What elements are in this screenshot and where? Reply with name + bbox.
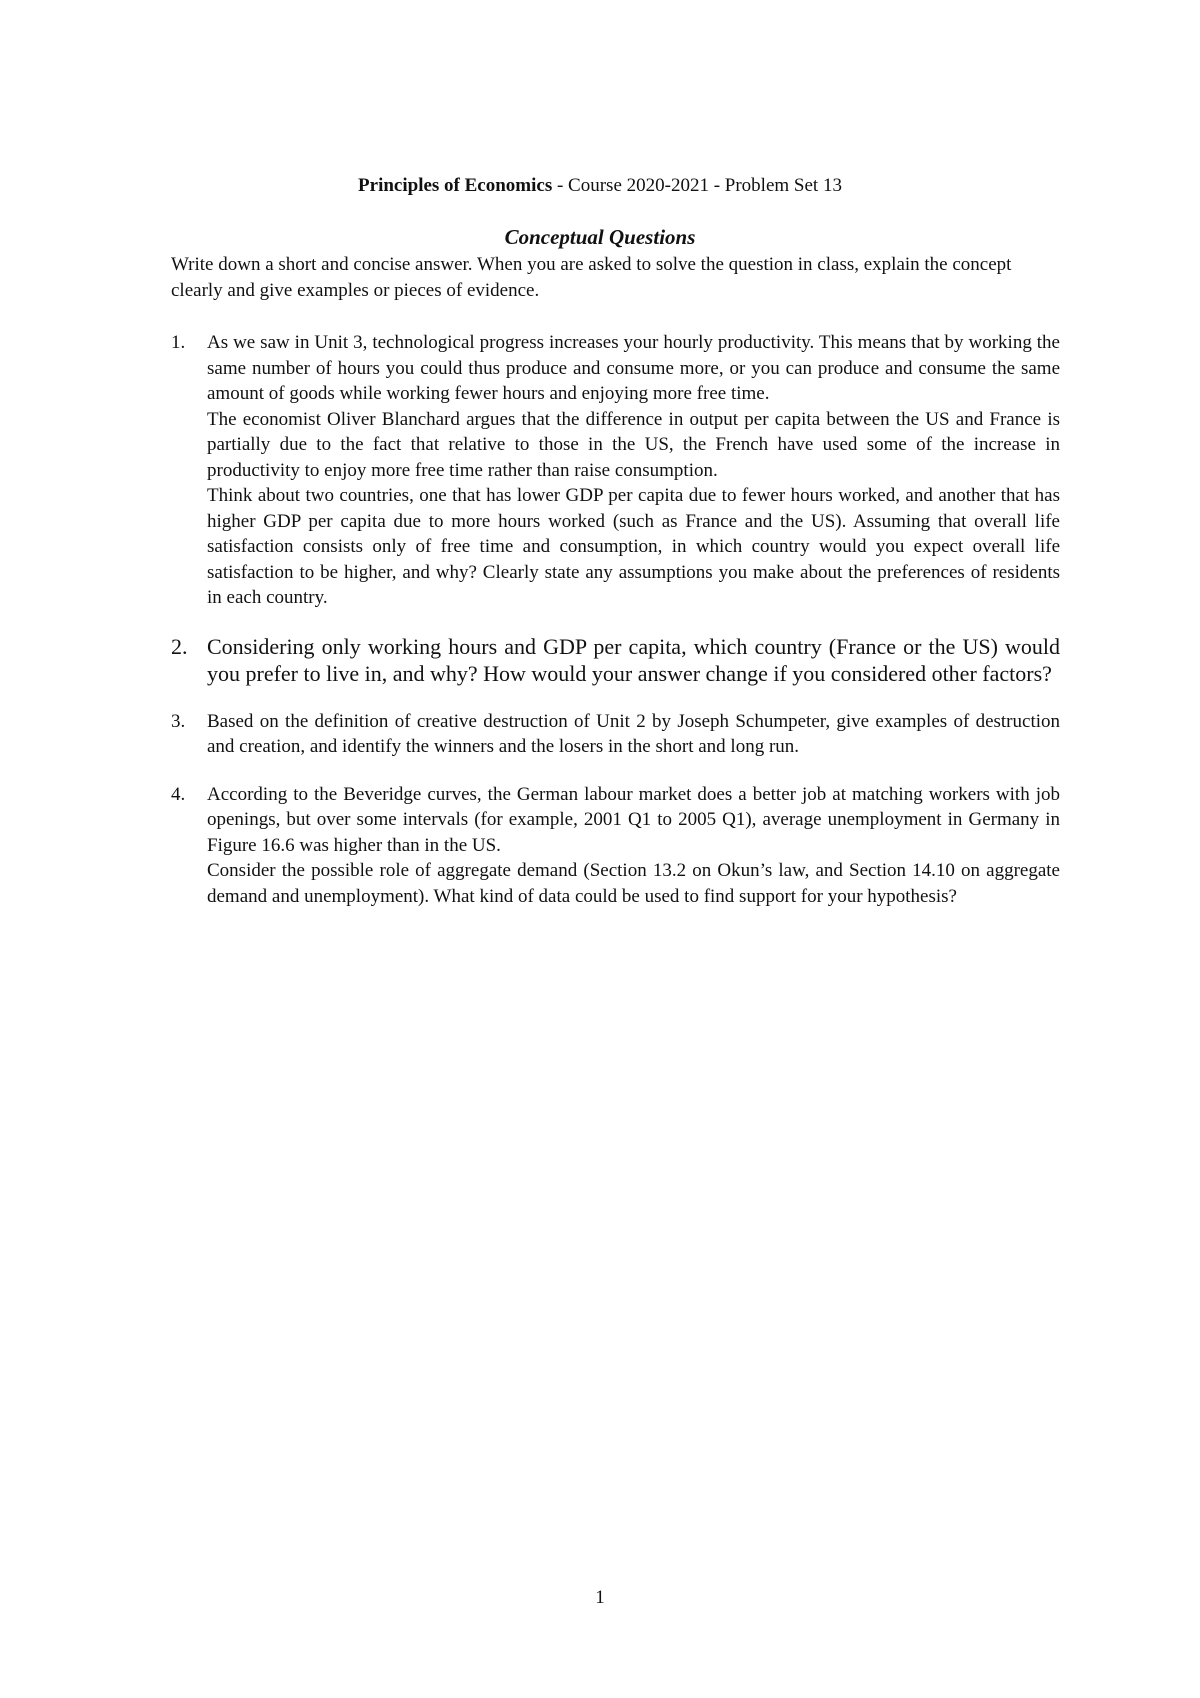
question-number: 4. xyxy=(171,783,186,805)
question-paragraph: Based on the definition of creative destruction of Unit 2 by Joseph Schumpeter, give examples of destruction and creation, and identify the winners and the losers in the short and long run. xyxy=(207,710,1060,757)
intro-text: Write down a short and concise answer. When you are asked to solve the question in class, explain the concept clearly and give examples or pieces of evidence. xyxy=(171,254,1012,301)
question-paragraph: According to the Beveridge curves, the German labour market does a better job at matching workers with job openings, but over some intervals (for example, 2001 Q1 to 2005 Q1), average unemployment in Germany in Figure 16.6 was higher than in the US. xyxy=(207,783,1060,856)
page-number: 1 xyxy=(595,1587,605,1608)
question-number: 3. xyxy=(171,710,186,732)
document-header xyxy=(0,174,1200,198)
question-3 xyxy=(171,709,1060,760)
question-paragraph: Consider the possible role of aggregate demand (Section 13.2 on Okun’s law, and Section 14.10 on aggregate demand and unemployment). What kind of data could be used to find support for your hypothesis? xyxy=(207,860,1060,907)
question-number: 2. xyxy=(171,633,188,659)
question-list xyxy=(171,330,1060,931)
section-title: Conceptual Questions xyxy=(504,225,696,249)
question-1 xyxy=(171,330,1060,611)
question-paragraph: The economist Oliver Blanchard argues that the difference in output per capita between the US and France is partially due to the fact that relative to those in the US, the French have used some of the increase in productivity to enjoy more free time rather than raise consumption. xyxy=(207,408,1060,481)
course-subtitle: - Course 2020-2021 - Problem Set 13 xyxy=(552,175,842,196)
question-4 xyxy=(171,782,1060,910)
question-number: 1. xyxy=(171,332,186,353)
question-paragraph: Considering only working hours and GDP per capita, which country (France or the US) would you prefer to live in, and why? How would your answer change if you considered other factors? xyxy=(207,633,1060,686)
question-2 xyxy=(171,633,1060,687)
question-paragraph: Think about two countries, one that has lower GDP per capita due to fewer hours worked, and another that has higher GDP per capita due to more hours worked (such as France and the US). Assuming that overall life satisfaction consists only of free time and consumption, in which country would you expect overall life satisfaction to be higher, and why? Clearly state any assumptions you make about the preferences of residents in each country. xyxy=(207,485,1060,608)
question-paragraph: As we saw in Unit 3, technological progress increases your hourly productivity. This means that by working the same number of hours you could thus produce and consume more, or you can produce and consume the same amount of goods while working fewer hours and enjoying more free time. xyxy=(207,332,1060,404)
course-title: Principles of Economics xyxy=(358,175,553,196)
